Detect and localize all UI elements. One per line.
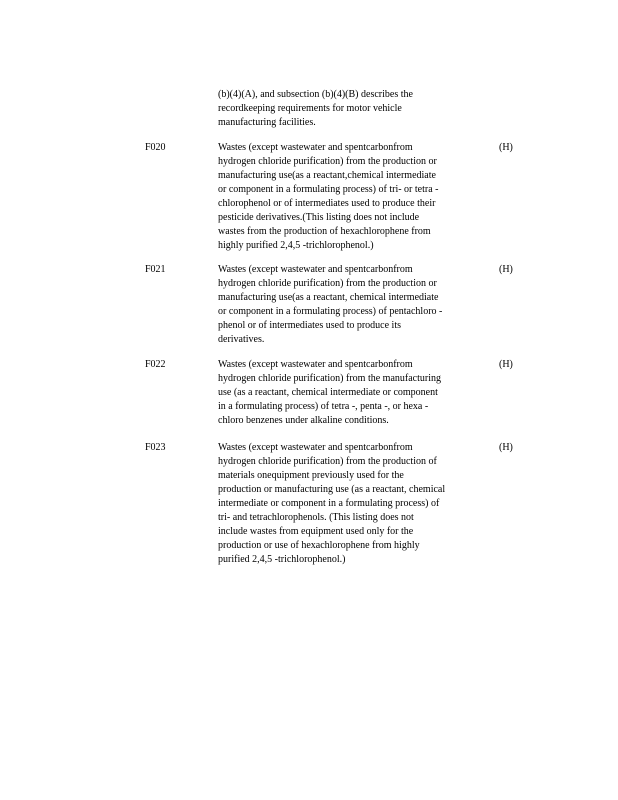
text-line: materials onequipment previously used for the <box>218 470 404 481</box>
text-line: Wastes (except wastewater and spentcarbonfrom <box>218 359 413 370</box>
text-line: Wastes (except wastewater and spentcarbonfrom <box>218 442 413 453</box>
text-line: Wastes (except wastewater and spentcarbonfrom <box>218 264 413 275</box>
waste-description <box>218 263 484 347</box>
hazard-code: (H) <box>499 142 513 153</box>
text-line: or component in a formulating process) of pentachloro - <box>218 306 443 317</box>
text-line: in a formulating process) of tetra -, penta -, or hexa - <box>218 401 429 412</box>
text-line: hydrogen chloride purification) from the manufacturing <box>218 373 441 384</box>
text-line: (b)(4)(A), and subsection (b)(4)(B) describes the <box>218 89 413 100</box>
text-line: hydrogen chloride purification) from the production or <box>218 278 437 289</box>
text-line: tri- and tetrachlorophenols. (This listing does not <box>218 512 414 523</box>
hazard-code: (H) <box>499 442 513 453</box>
text-line: use (as a reactant, chemical intermediate or component <box>218 387 438 398</box>
text-line: chlorophenol or of intermediates used to produce their <box>218 198 436 209</box>
text-line: wastes from the production of hexachlorophene from <box>218 226 431 237</box>
text-line: or component in a formulating process) of tri- or tetra - <box>218 184 439 195</box>
text-line: hydrogen chloride purification) from the production or <box>218 156 437 167</box>
text-line: recordkeeping requirements for motor vehicle <box>218 103 402 114</box>
waste-code: F022 <box>145 359 166 370</box>
text-line: derivatives. <box>218 334 265 345</box>
waste-description <box>218 141 484 253</box>
text-line: highly purified 2,4,5 -trichlorophenol.) <box>218 240 374 251</box>
waste-code: F023 <box>145 442 166 453</box>
text-line: manufacturing use(as a reactant,chemical intermediate <box>218 170 436 181</box>
hazard-code: (H) <box>499 359 513 370</box>
text-line: manufacturing use(as a reactant, chemical intermediate <box>218 292 439 303</box>
text-line: purified 2,4,5 -trichlorophenol.) <box>218 554 346 565</box>
text-line: include wastes from equipment used only for the <box>218 526 414 537</box>
text-line: manufacturing facilities. <box>218 117 316 128</box>
text-line: phenol or of intermediates used to produce its <box>218 320 402 331</box>
text-line: chloro benzenes under alkaline conditions. <box>218 415 389 426</box>
text-line: pesticide derivatives.(This listing does not include <box>218 212 420 223</box>
waste-code: F021 <box>145 264 166 275</box>
waste-description <box>218 358 484 428</box>
text-line: Wastes (except wastewater and spentcarbonfrom <box>218 142 413 153</box>
text-line: hydrogen chloride purification) from the production of <box>218 456 437 467</box>
hazard-code: (H) <box>499 264 513 275</box>
text-line: production or use of hexachlorophene from highly <box>218 540 420 551</box>
waste-code: F020 <box>145 142 166 153</box>
waste-description <box>218 441 484 567</box>
continued-paragraph <box>218 88 484 130</box>
text-line: intermediate or component in a formulating process) of <box>218 498 440 509</box>
text-line: production or manufacturing use (as a reactant, chemical <box>218 484 446 495</box>
